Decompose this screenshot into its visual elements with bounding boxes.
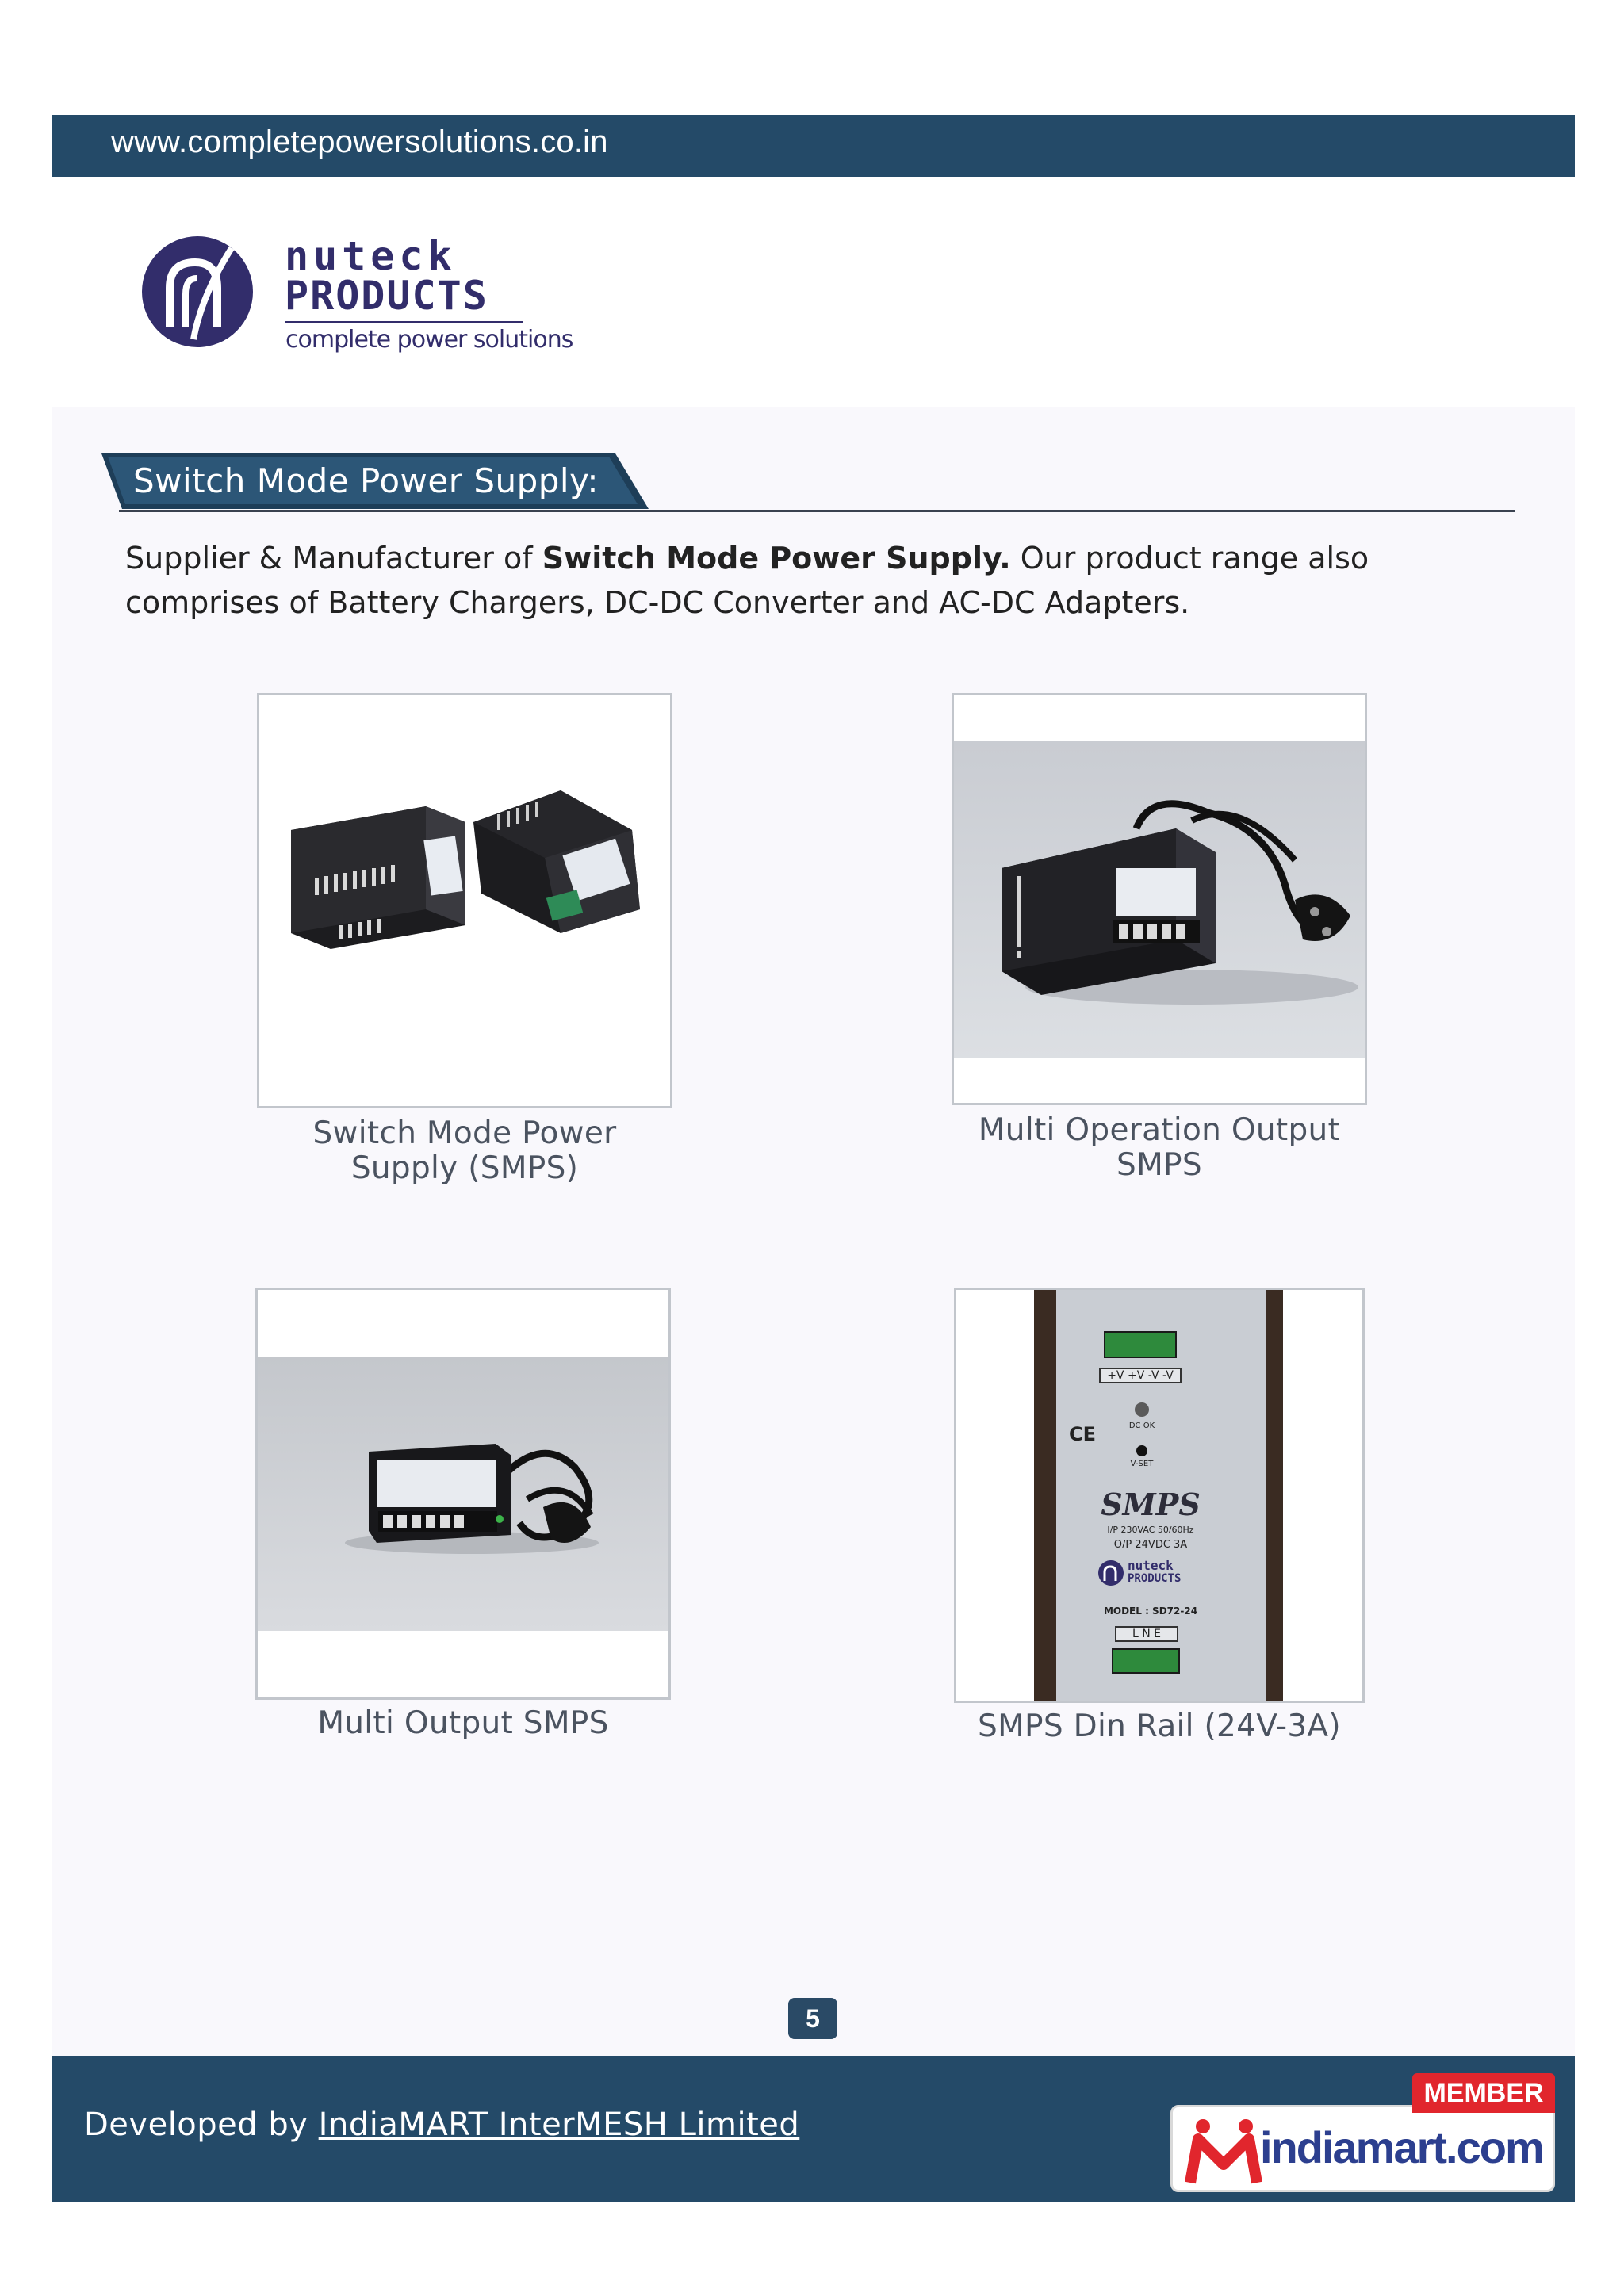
caption-line: SMPS [1116, 1147, 1202, 1183]
developed-by-label: Developed by [84, 2107, 319, 2143]
din-brand-text: nuteck [1128, 1558, 1174, 1573]
intro-prefix: Supplier & Manufacturer of [125, 541, 542, 576]
din-terminal-top [1104, 1331, 1177, 1358]
indiamart-member-badge[interactable] [1170, 2073, 1555, 2192]
caption-line: Supply (SMPS) [350, 1150, 579, 1186]
product-image-din-rail [956, 1290, 1362, 1701]
din-led [1135, 1402, 1149, 1417]
product-image-multi-output [258, 1357, 668, 1631]
din-adjust-pot [1136, 1445, 1147, 1456]
logo-tagline: complete power solutions [285, 326, 573, 354]
caption-line: SMPS Din Rail (24V-3A) [978, 1709, 1341, 1744]
footer [52, 2056, 1575, 2202]
din-line-labels: L N E [1115, 1626, 1178, 1642]
company-logo[interactable] [138, 232, 582, 367]
din-terminal-labels: +V +V -V -V [1099, 1368, 1182, 1383]
product-card-multi-output[interactable] [255, 1288, 671, 1700]
section-title: Switch Mode Power Supply: [133, 461, 599, 500]
content-section [52, 407, 1575, 2056]
intro-suffix: Our product range also comprises of Battery Chargers, DC-DC Converter and AC-DC Adapters. [125, 541, 1369, 620]
din-terminal-bottom [1112, 1648, 1180, 1674]
page-number: 5 [788, 1998, 837, 2039]
section-heading [102, 453, 657, 511]
product-image-multi-operation [954, 741, 1365, 1058]
indiamart-wordmark: indiamart.com [1260, 2122, 1543, 2172]
caption-line: Multi Operation Output [978, 1112, 1341, 1148]
developed-by [84, 2107, 799, 2143]
indiamart-m-icon [1184, 2115, 1263, 2187]
website-url[interactable]: www.completepowersolutions.co.in [111, 124, 608, 159]
product-caption-multi-output [255, 1706, 671, 1741]
caption-line: Switch Mode Power [312, 1115, 617, 1151]
product-caption-multi-operation [952, 1113, 1367, 1183]
logo-brand-line1: nuteck [285, 233, 457, 279]
member-label: MEMBER [1412, 2073, 1555, 2113]
product-card-smps[interactable] [257, 693, 672, 1108]
heading-divider [119, 510, 1515, 512]
din-led-label: DC OK [1128, 1422, 1155, 1430]
caption-line: Multi Output SMPS [317, 1705, 609, 1741]
intro-paragraph [125, 536, 1521, 625]
product-image-smps [259, 695, 670, 1106]
din-smps-title: SMPS [1101, 1487, 1201, 1522]
intro-bold: Switch Mode Power Supply. [542, 541, 1011, 576]
din-input-spec: I/P 230VAC 50/60Hz [1107, 1525, 1194, 1535]
din-output-spec: O/P 24VDC 3A [1113, 1539, 1188, 1551]
badge-box [1170, 2105, 1555, 2192]
din-model: MODEL : SD72-24 [1103, 1605, 1198, 1617]
logo-brand-line2: PRODUCTS [285, 273, 488, 319]
header [52, 177, 1575, 407]
din-nuteck-logo-icon [1097, 1559, 1124, 1586]
developer-link[interactable]: IndiaMART InterMESH Limited [318, 2107, 800, 2143]
din-adjust-label: V-SET [1130, 1460, 1154, 1468]
nuteck-logo-icon [138, 232, 257, 351]
ce-mark: CE [1068, 1423, 1096, 1445]
logo-underline [285, 321, 523, 323]
top-bar [52, 115, 1575, 177]
din-brand-text-2: PRODUCTS [1128, 1572, 1182, 1585]
product-caption-smps [257, 1116, 672, 1186]
product-card-multi-operation[interactable] [952, 693, 1367, 1105]
product-caption-din-rail [954, 1709, 1365, 1744]
product-card-din-rail[interactable] [954, 1288, 1365, 1703]
